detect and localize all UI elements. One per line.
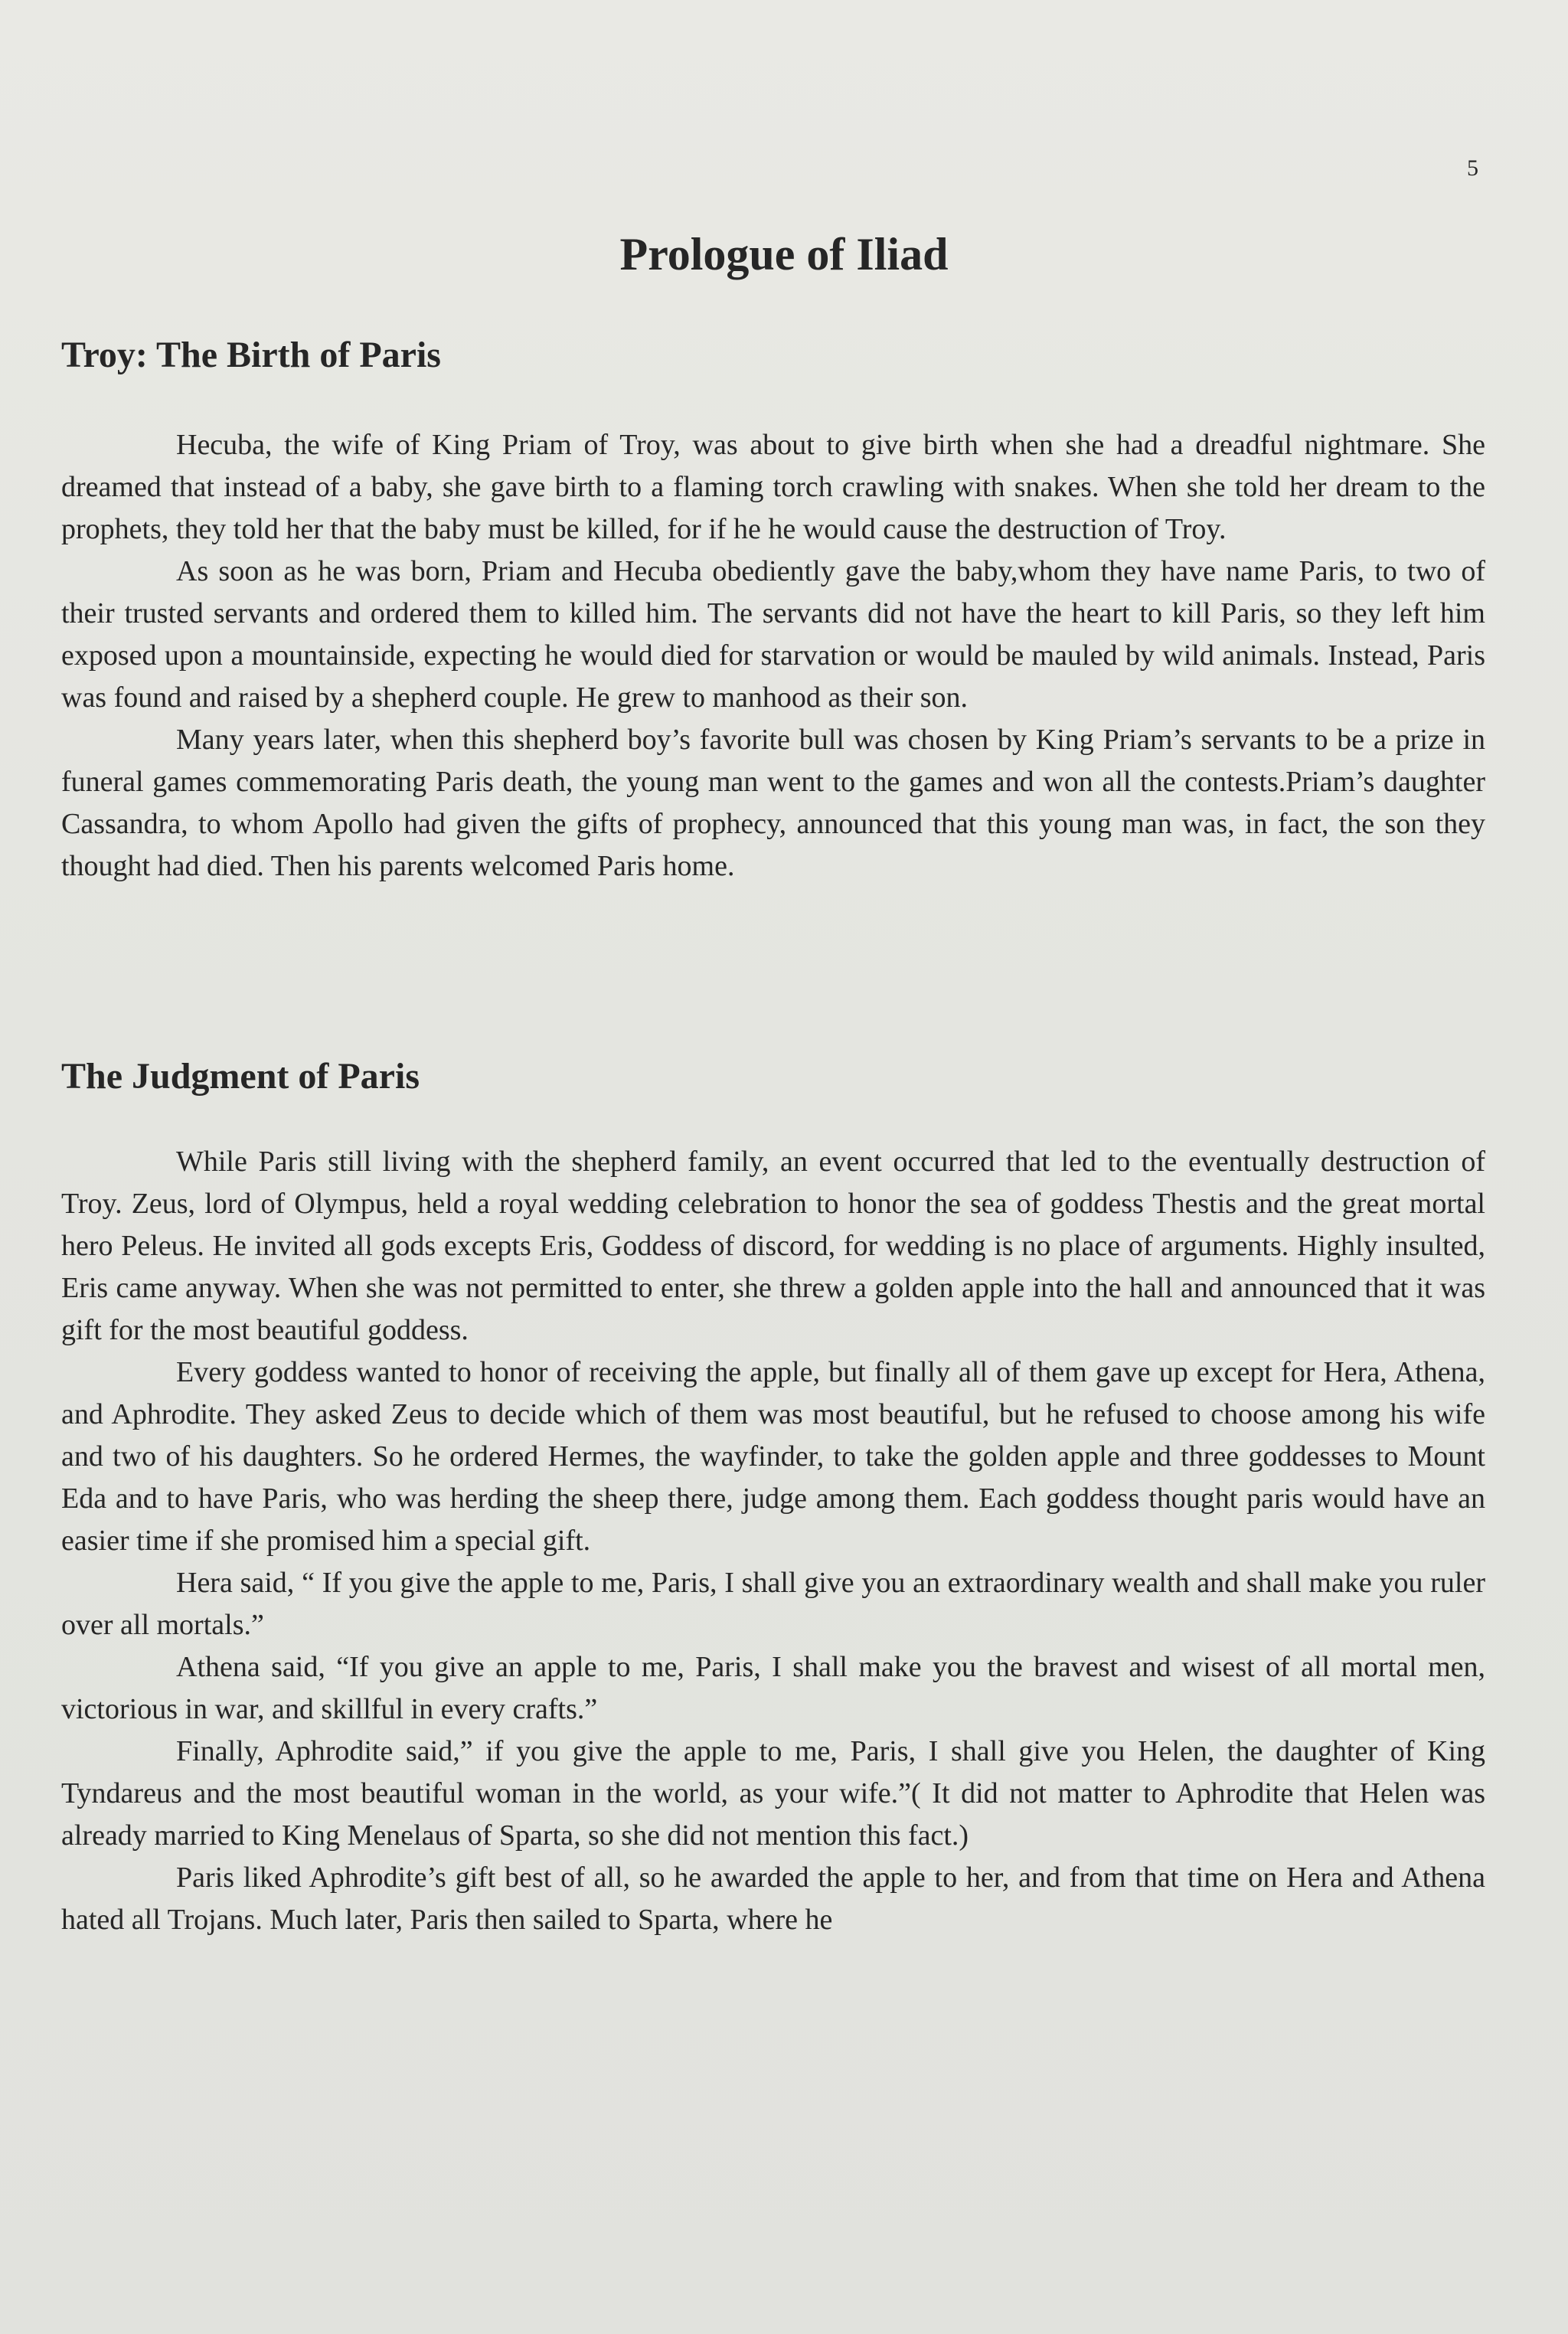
paragraph: While Paris still living with the shepherd family, an event occurred that led to the eventually destruction of Troy. Zeus, lord of Olympus, held a royal wedding celebration to honor the sea of goddess Thestis and the great mortal hero Peleus. He invited all gods excepts Eris, Goddess of discord, for wedding is no place of arguments. Highly insulted, Eris came anyway. When she was not permitted to enter, she threw a golden apple into the hall and announced that it was gift for the most beautiful goddess.: [61, 1146, 1485, 1346]
section-body-judgment-of-paris: [61, 1141, 1485, 1941]
paragraph: As soon as he was born, Priam and Hecuba obediently gave the baby,whom they have name Paris, to two of their trusted servants and ordered them to killed him. The servants did not have the heart to kill Paris, so they left him exposed upon a mountainside, expecting he would died for starvation or would be mauled by wild animals. Instead, Paris was found and raised by a shepherd couple. He grew to manhood as their son.: [61, 555, 1485, 714]
paragraph: Hera said, “ If you give the apple to me, Paris, I shall give you an extraordinary wealth and shall make you ruler over all mortals.”: [61, 1567, 1485, 1641]
paragraph: Athena said, “If you give an apple to me, Paris, I shall make you the bravest and wisest of all mortal men, victorious in war, and skillful in every crafts.”: [61, 1651, 1485, 1725]
paragraph: Many years later, when this shepherd boy’s favorite bull was chosen by King Priam’s servants to be a prize in funeral games commemorating Paris death, the young man went to the games and won all the contests.Priam’s daughter Cassandra, to whom Apollo had given the gifts of prophecy, announced that this young man was, in fact, the son they thought had died. Then his parents welcomed Paris home.: [61, 724, 1485, 882]
paragraph: Every goddess wanted to honor of receiving the apple, but finally all of them gave up except for Hera, Athena, and Aphrodite. They asked Zeus to decide which of them was most beautiful, but he refused to choose among his wife and two of his daughters. So he ordered Hermes, the wayfinder, to take the golden apple and three goddesses to Mount Eda and to have Paris, who was herding the sheep there, judge among them. Each goddess thought paris would have an easier time if she promised him a special gift.: [61, 1356, 1485, 1557]
paragraph: Paris liked Aphrodite’s gift best of all, so he awarded the apple to her, and from that time on Hera and Athena hated all Trojans. Much later, Paris then sailed to Sparta, where he: [61, 1862, 1485, 1936]
section-heading-judgment-of-paris: The Judgment of Paris: [61, 1056, 420, 1097]
page-number: 5: [1467, 155, 1478, 181]
chapter-title: Prologue of Iliad: [619, 229, 949, 279]
paragraph: Finally, Aphrodite said,” if you give the apple to me, Paris, I shall give you Helen, the daughter of King Tyndareus and the most beautiful woman in the world, as your wife.”( It did not matter to Aphrodite that Helen was already married to King Menelaus of Sparta, so she did not mention this fact.): [61, 1735, 1485, 1852]
paragraph: Hecuba, the wife of King Priam of Troy, was about to give birth when she had a dreadful nightmare. She dreamed that instead of a baby, she gave birth to a flaming torch crawling with snakes. When she told her dream to the prophets, they told her that the baby must be killed, for if he he would cause the destruction of Troy.: [61, 429, 1485, 545]
section-body-birth-of-paris: [61, 424, 1485, 888]
section-heading-birth-of-paris: Troy: The Birth of Paris: [61, 335, 441, 375]
